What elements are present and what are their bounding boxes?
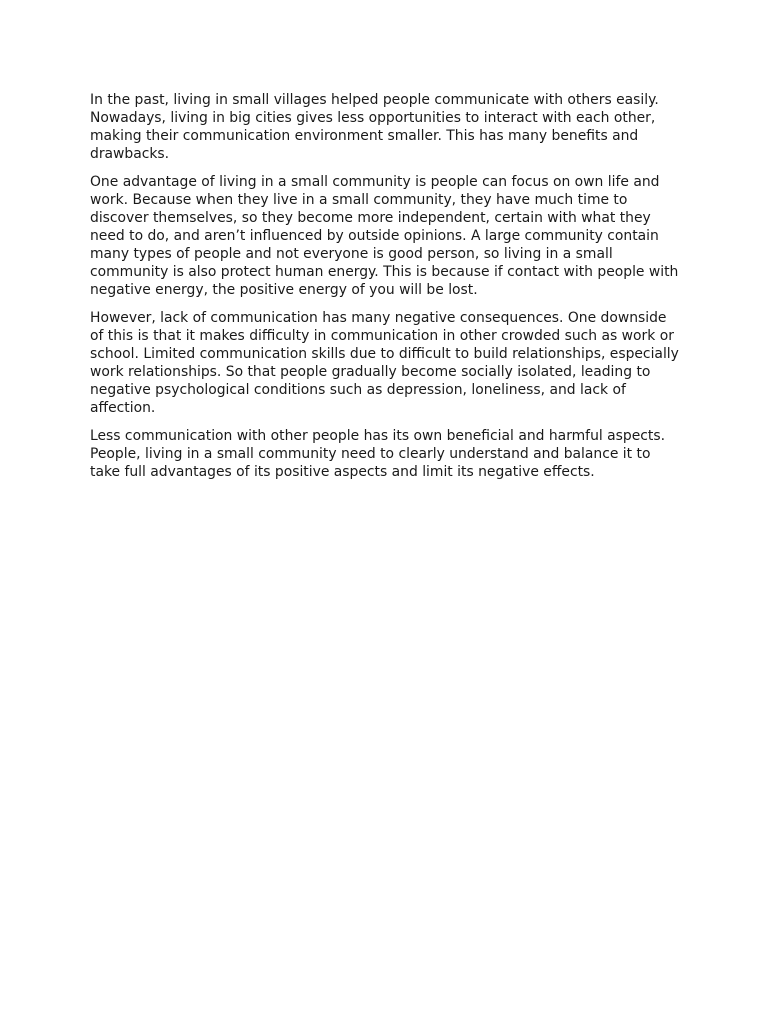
paragraph-intro: In the past, living in small villages helped people communicate with others easily. Nowadays, living in big cities gives less opportunities to interact with each other, making their communication environment smaller. This has many benefits and drawbacks. [90, 92, 659, 162]
paragraph-disadvantages: However, lack of communication has many negative consequences. One downside of this is that it makes difficulty in communication in other crowded such as work or school. Limited communication skills due to difficult to build relationships, especially work relationships. So that people gradually become socially isolated, leading to negative psychological conditions such as depression, loneliness, and lack of affection. [90, 309, 679, 416]
paragraph-conclusion: Less communication with other people has its own beneficial and harmful aspects. People, living in a small community need to clearly understand and balance it to take full advantages of its positive aspects and limit its negative effects. [90, 427, 666, 480]
document-body [90, 92, 680, 492]
paragraph-advantages: One advantage of living in a small community is people can focus on own life and work. Because when they live in a small community, they have much time to discover themselves, so they become more independent, certain with what they need to do, and aren’t influenced by outside opinions. A large community contain many types of people and not everyone is good person, so living in a small community is also protect human energy. This is because if contact with people with negative energy, the positive energy of you will be lost. [90, 174, 679, 298]
